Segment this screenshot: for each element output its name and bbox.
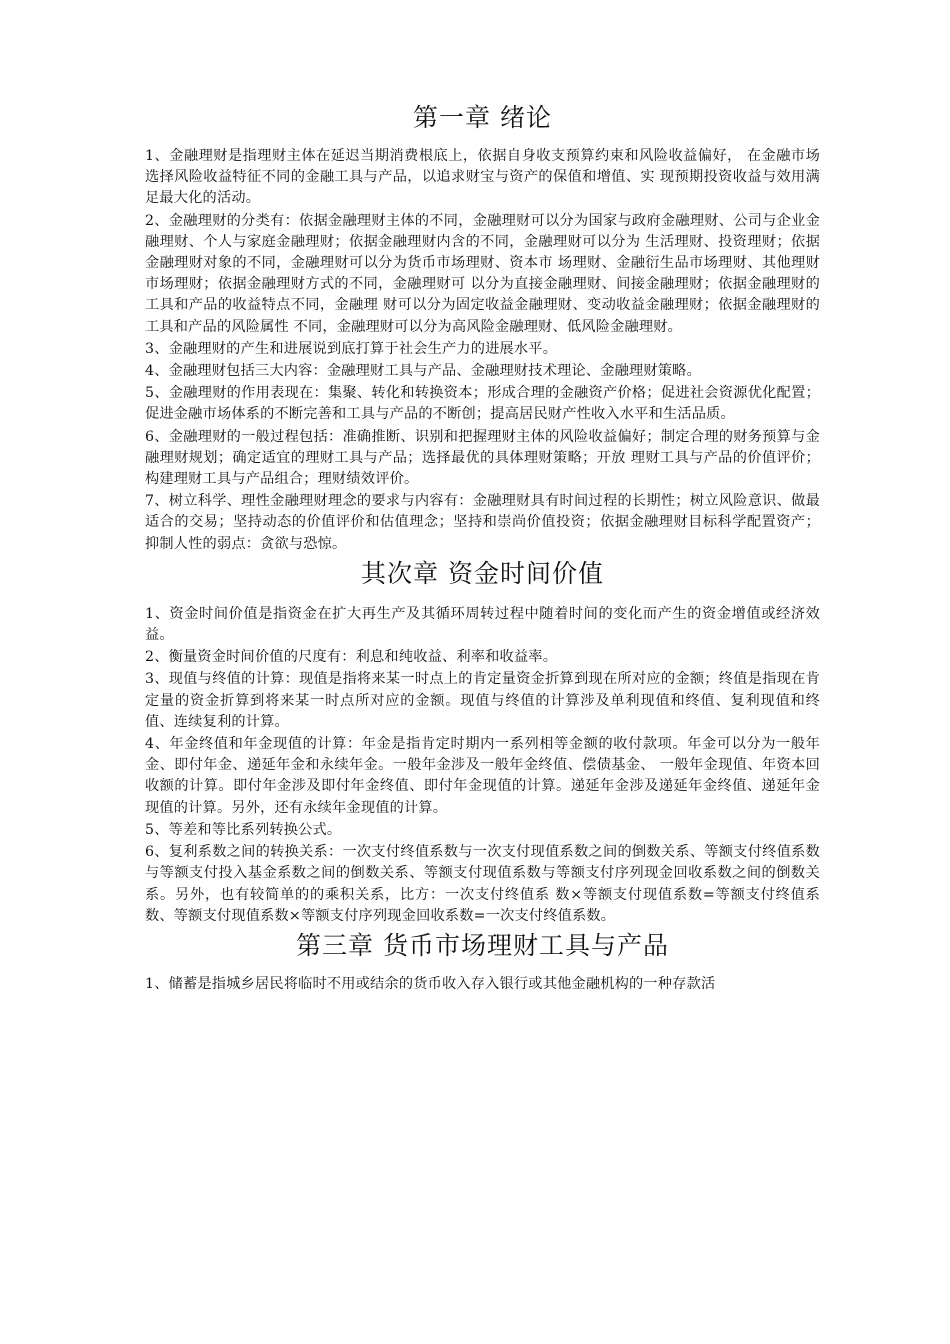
chapter-2-title: 其次章 资金时间价值 [361, 558, 604, 588]
chapter-1-paragraph-3: 3、金融理财的产生和进展说到底打算于社会生产力的进展水平。 [145, 340, 558, 357]
chapter-1-title: 第一章 绪论 [413, 103, 552, 132]
chapter-3-title: 第三章 货币市场理财工具与产品 [296, 930, 669, 960]
chapter-1-paragraph-2: 2、金融理财的分类有：依据金融理财主体的不同，金融理财可以分为国家与政府金融理财、公司与企业金融理财、个人与家庭金融理财；依据金融理财内含的不同，金融理财可以分为 生活理财、投资理财；依据金融理财对象的不同，金融理财可以分为货币市场理财、资本市 场理财、金融衍生品市场理财、其他理财市场理财；依据金融理财方式的不同，金融理财可 以分为直接金融理财、间接金融理财；依据金融理财的工具和产品的收益特点不同，金融理 财可以分为固定收益金融理财、变动收益金融理财；依据金融理财的工具和产品的风险属性 不同，金融理财可以分为高风险金融理财、低风险金融理财。 [145, 212, 820, 335]
chapter-2-paragraph-6: 6、复利系数之间的转换关系：一次支付终值系数与一次支付现值系数之间的倒数关系、等额支付终值系数与等额支付投入基金系数之间的倒数关系、等额支付现值系数与等额支付序列现金回收系数之间的倒数关系。另外，也有较简单的的乘积关系，比方：一次支付终值系 数×等额支付现值系数=等额支付终值系数、等额支付现值系数×等额支付序列现金回收系数=一次支付终值系数。 [145, 844, 820, 924]
chapter-2-paragraph-4: 4、年金终值和年金现值的计算：年金是指肯定时期内一系列相等金额的收付款项。年金可以分为一般年金、即付年金、递延年金和永续年金。一般年金涉及一般年金终值、偿债基金、 一般年金现值、年资本回收额的计算。即付年金涉及即付年金终值、即付年金现值的计算。递延年金涉及递延年金终值、递延年金现值的计算。另外，还有永续年金现值的计算。 [145, 736, 820, 816]
chapter-2-paragraph-3: 3、现值与终值的计算：现值是指将来某一时点上的肯定量资金折算到现在所对应的金额；终值是指现在肯定量的资金折算到将来某一时点所对应的金额。现值与终值的计算涉及单利现值和终值、复利现值和终值、连续复利的计算。 [145, 671, 820, 730]
chapter-1-paragraph-1: 1、金融理财是指理财主体在延迟当期消费根底上，依据自身收支预算约束和风险收益偏好， 在金融市场选择风险收益特征不同的金融工具与产品，以追求财宝与资产的保值和增值、实 现预期投资收益与效用满足最大化的活动。 [145, 148, 820, 207]
chapter-2-paragraph-5: 5、等差和等比系列转换公式。 [145, 821, 342, 838]
document-body [145, 100, 820, 996]
chapter-1-paragraph-5: 5、金融理财的作用表现在：集聚、转化和转换资本；形成合理的金融资产价格；促进社会资源优化配置；促进金融市场体系的不断完善和工具与产品的不断创；提高居民财产性收入水平和生活品质。 [145, 385, 820, 423]
chapter-1-paragraph-7: 7、树立科学、理性金融理财理念的要求与内容有：金融理财具有时间过程的长期性；树立风险意识、做最适合的交易；坚持动态的价值评价和估值理念；坚持和崇尚价值投资；依据金融理财目标科学配置资产；抑制人性的弱点：贪欲与恐惊。 [145, 493, 820, 552]
chapter-1-paragraph-4: 4、金融理财包括三大内容：金融理财工具与产品、金融理财技术理论、金融理财策略。 [145, 363, 701, 380]
chapter-2-paragraph-2: 2、衡量资金时间价值的尺度有：利息和纯收益、利率和收益率。 [145, 649, 558, 666]
chapter-1-paragraph-6: 6、金融理财的一般过程包括：准确推断、识别和把握理财主体的风险收益偏好；制定合理的财务预算与金融理财规划；确定适宜的理财工具与产品；选择最优的具体理财策略；开放 理财工具与产品的价值评价；构建理财工具与产品组合；理财绩效评价。 [145, 428, 820, 488]
chapter-2-paragraph-1: 1、资金时间价值是指资金在扩大再生产及其循环周转过程中随着时间的变化而产生的资金增值或经济效益。 [145, 605, 820, 644]
chapter-3-paragraph-1: 1、储蓄是指城乡居民将临时不用或结余的货币收入存入银行或其他金融机构的一种存款活 [145, 975, 716, 992]
